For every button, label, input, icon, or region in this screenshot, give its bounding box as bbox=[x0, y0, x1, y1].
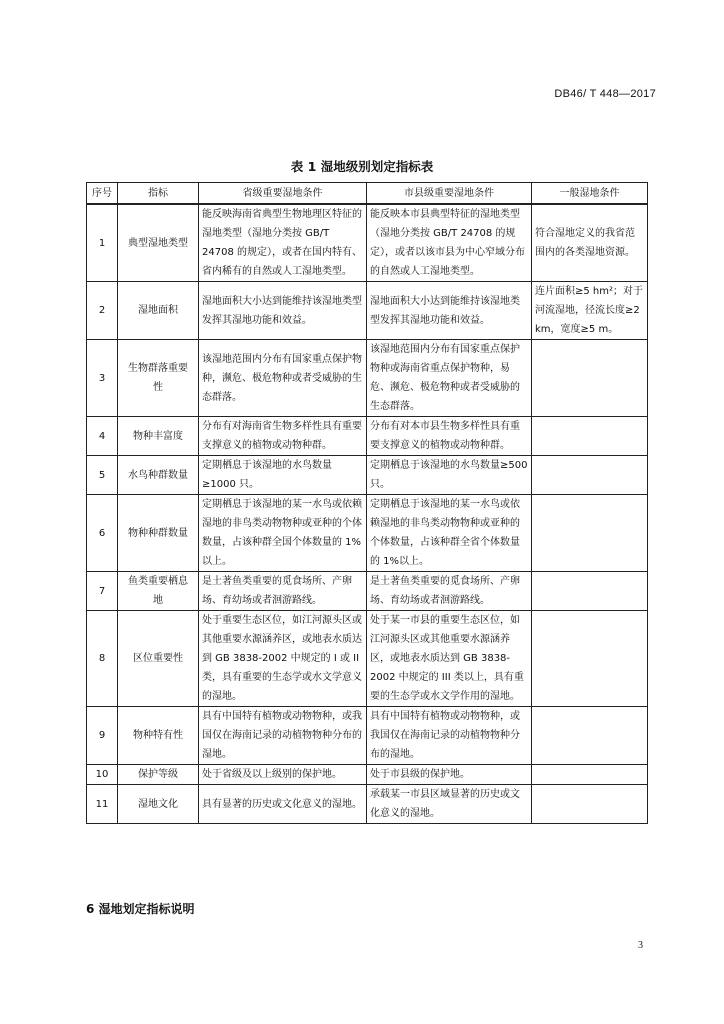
county-condition-cell: 分布有对本市县生物多样性具有重要支撑意义的植物或动物种群。 bbox=[367, 417, 532, 456]
table-row bbox=[87, 572, 648, 611]
header-cell: 省级重要湿地条件 bbox=[199, 183, 367, 205]
indicator-cell: 湿地文化 bbox=[118, 785, 199, 824]
provincial-condition-cell: 处于重要生态区位，如江河源头区或其他重要水源涵养区，或地表水质达到 GB 3838-2002 中规定的 I 或 II 类，具有重要的生态学或水文学意义的湿地。 bbox=[199, 611, 367, 707]
row-number: 3 bbox=[87, 340, 118, 417]
indicator-cell: 典型湿地类型 bbox=[118, 204, 199, 282]
general-condition-cell: 连片面积≥5 hm²；对于河流湿地，径流长度≥2 km，宽度≥5 m。 bbox=[532, 282, 648, 340]
table-row bbox=[87, 765, 648, 785]
table-header-row bbox=[87, 183, 648, 205]
general-condition-cell: 符合湿地定义的我省范围内的各类湿地资源。 bbox=[532, 204, 648, 282]
header-cell: 一般湿地条件 bbox=[532, 183, 648, 205]
table-row bbox=[87, 282, 648, 340]
table-row bbox=[87, 611, 648, 707]
provincial-condition-cell: 定期栖息于该湿地的某一水鸟或依赖湿地的非鸟类动物物种或亚种的个体数量，占该种群全国个体数量的 1%以上。 bbox=[199, 495, 367, 572]
row-number: 4 bbox=[87, 417, 118, 456]
general-condition-cell bbox=[532, 456, 648, 495]
header-cell: 市县级重要湿地条件 bbox=[367, 183, 532, 205]
row-number: 11 bbox=[87, 785, 118, 824]
provincial-condition-cell: 定期栖息于该湿地的水鸟数量≥1000 只。 bbox=[199, 456, 367, 495]
row-number: 10 bbox=[87, 765, 118, 785]
provincial-condition-cell: 处于省级及以上级别的保护地。 bbox=[199, 765, 367, 785]
indicator-cell: 区位重要性 bbox=[118, 611, 199, 707]
indicator-cell: 保护等级 bbox=[118, 765, 199, 785]
county-condition-cell: 具有中国特有植物或动物物种，或我国仅在海南记录的动植物物种分布的湿地。 bbox=[367, 707, 532, 765]
provincial-condition-cell: 分布有对海南省生物多样性具有重要支撑意义的植物或动物种群。 bbox=[199, 417, 367, 456]
table-row bbox=[87, 417, 648, 456]
indicator-cell: 鱼类重要栖息地 bbox=[118, 572, 199, 611]
standard-code: DB46/ T 448—2017 bbox=[554, 88, 656, 100]
general-condition-cell bbox=[532, 611, 648, 707]
provincial-condition-cell: 湿地面积大小达到能维持该湿地类型发挥其湿地功能和效益。 bbox=[199, 282, 367, 340]
table-row bbox=[87, 707, 648, 765]
county-condition-cell: 该湿地范围内分布有国家重点保护物种或海南省重点保护物种，易危、濒危、极危物种或者受威胁的生态群落。 bbox=[367, 340, 532, 417]
indicator-cell: 物种种群数量 bbox=[118, 495, 199, 572]
general-condition-cell bbox=[532, 340, 648, 417]
provincial-condition-cell: 能反映海南省典型生物地理区特征的湿地类型（湿地分类按 GB/T 24708 的规定），或者在国内特有、省内稀有的自然或人工湿地类型。 bbox=[199, 204, 367, 282]
row-number: 9 bbox=[87, 707, 118, 765]
table-row bbox=[87, 456, 648, 495]
row-number: 5 bbox=[87, 456, 118, 495]
county-condition-cell: 定期栖息于该湿地的水鸟数量≥500 只。 bbox=[367, 456, 532, 495]
row-number: 6 bbox=[87, 495, 118, 572]
row-number: 2 bbox=[87, 282, 118, 340]
indicator-cell: 湿地面积 bbox=[118, 282, 199, 340]
header-cell: 序号 bbox=[87, 183, 118, 205]
table-row bbox=[87, 204, 648, 282]
county-condition-cell: 处于市县级的保护地。 bbox=[367, 765, 532, 785]
provincial-condition-cell: 具有显著的历史或文化意义的湿地。 bbox=[199, 785, 367, 824]
county-condition-cell: 处于某一市县的重要生态区位，如江河源头区或其他重要水源涵养区，或地表水质达到 GB 3838-2002 中规定的 III 类以上，具有重要的生态学或水文学作用的湿地。 bbox=[367, 611, 532, 707]
indicator-cell: 水鸟种群数量 bbox=[118, 456, 199, 495]
general-condition-cell bbox=[532, 417, 648, 456]
section-heading: 6 湿地划定指标说明 bbox=[86, 902, 195, 916]
county-condition-cell: 承载某一市县区域显著的历史或文化意义的湿地。 bbox=[367, 785, 532, 824]
table-row bbox=[87, 495, 648, 572]
indicator-cell: 物种丰富度 bbox=[118, 417, 199, 456]
provincial-condition-cell: 该湿地范围内分布有国家重点保护物种，濒危、极危物种或者受威胁的生态群落。 bbox=[199, 340, 367, 417]
provincial-condition-cell: 具有中国特有植物或动物物种，或我国仅在海南记录的动植物物种分布的湿地。 bbox=[199, 707, 367, 765]
row-number: 1 bbox=[87, 204, 118, 282]
general-condition-cell bbox=[532, 495, 648, 572]
general-condition-cell bbox=[532, 785, 648, 824]
indicator-cell: 生物群落重要性 bbox=[118, 340, 199, 417]
row-number: 8 bbox=[87, 611, 118, 707]
county-condition-cell: 是土著鱼类重要的觅食场所、产卵场、育幼场或者洄游路线。 bbox=[367, 572, 532, 611]
general-condition-cell bbox=[532, 765, 648, 785]
county-condition-cell: 能反映本市县典型特征的湿地类型（湿地分类按 GB/T 24708 的规定），或者以该市县为中心窄域分布的自然或人工湿地类型。 bbox=[367, 204, 532, 282]
table-title: 表 1 湿地级别划定指标表 bbox=[290, 159, 434, 174]
county-condition-cell: 定期栖息于该湿地的某一水鸟或依赖湿地的非鸟类动物物种或亚种的个体数量，占该种群全省个体数量的 1%以上。 bbox=[367, 495, 532, 572]
table-row bbox=[87, 340, 648, 417]
provincial-condition-cell: 是土著鱼类重要的觅食场所、产卵场、育幼场或者洄游路线。 bbox=[199, 572, 367, 611]
table-row bbox=[87, 785, 648, 824]
indicator-cell: 物种特有性 bbox=[118, 707, 199, 765]
row-number: 7 bbox=[87, 572, 118, 611]
county-condition-cell: 湿地面积大小达到能维持该湿地类型发挥其湿地功能和效益。 bbox=[367, 282, 532, 340]
general-condition-cell bbox=[532, 707, 648, 765]
header-cell: 指标 bbox=[118, 183, 199, 205]
general-condition-cell bbox=[532, 572, 648, 611]
wetland-criteria-table bbox=[86, 182, 648, 824]
page-number: 3 bbox=[638, 940, 643, 951]
